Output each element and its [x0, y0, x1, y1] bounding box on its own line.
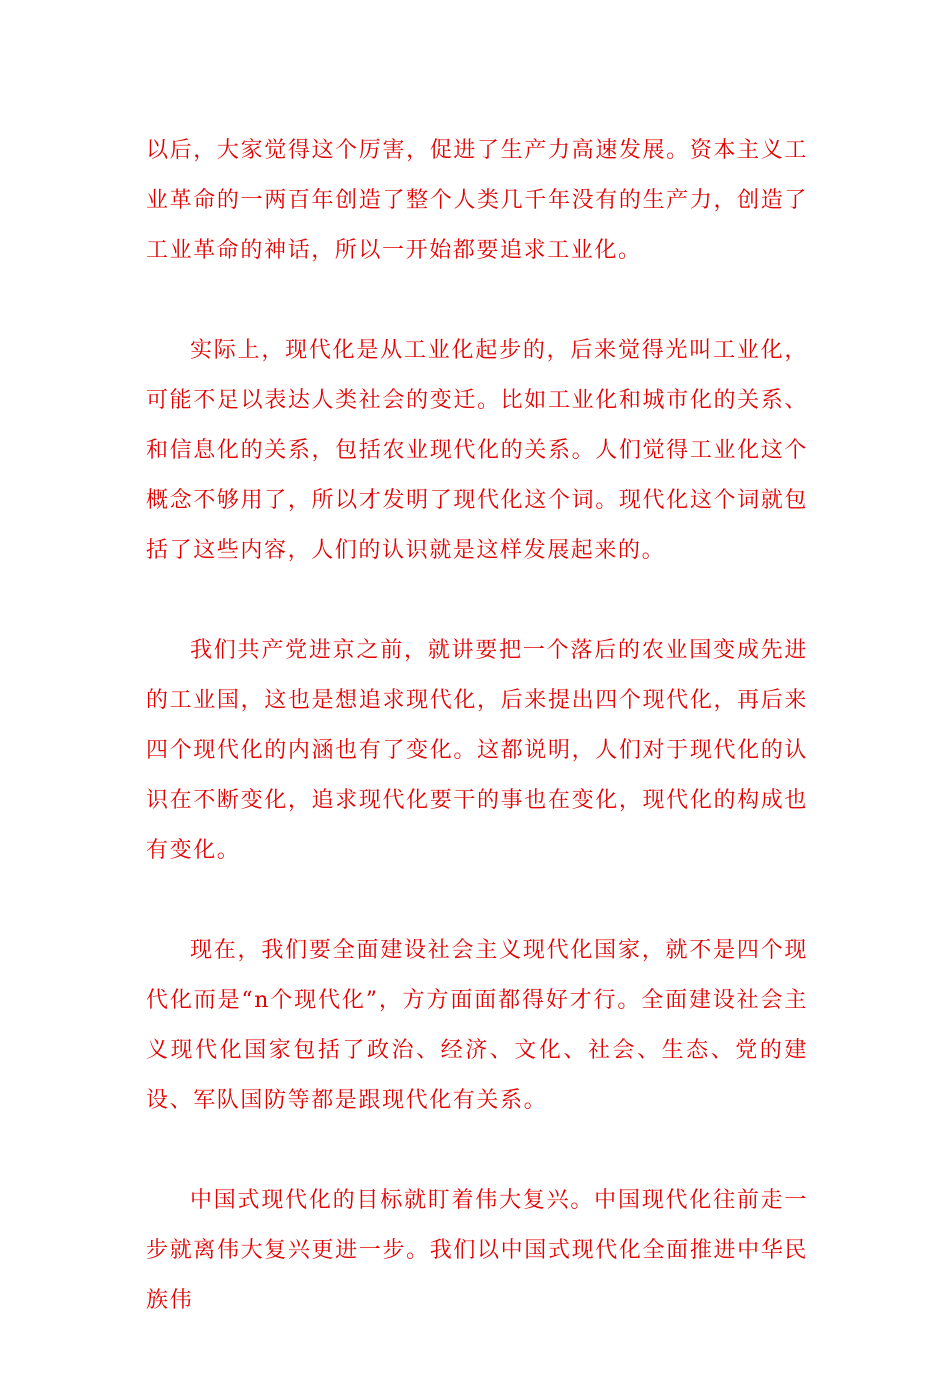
paragraph-3: 我们共产党进京之前，就讲要把一个落后的农业国变成先进的工业国，这也是想追求现代化，后来提出四个现代化，再后来四个现代化的内涵也有了变化。这都说明，人们对于现代化的认识在不断变化，追求现代化要干的事也在变化，现代化的构成也有变化。: [146, 638, 808, 863]
paragraph-1: 以后，大家觉得这个厉害，促进了生产力高速发展。资本主义工业革命的一两百年创造了整个人类几千年没有的生产力，创造了工业革命的神话，所以一开始都要追求工业化。: [146, 138, 808, 263]
paragraph-2: 实际上，现代化是从工业化起步的，后来觉得光叫工业化，可能不足以表达人类社会的变迁。比如工业化和城市化的关系、和信息化的关系，包括农业现代化的关系。人们觉得工业化这个概念不够用了，所以才发明了现代化这个词。现代化这个词就包括了这些内容，人们的认识就是这样发展起来的。: [146, 338, 808, 563]
document-body: [146, 126, 808, 1376]
paragraph-4: 现在，我们要全面建设社会主义现代化国家，就不是四个现代化而是“n个现代化”，方方面面都得好才行。全面建设社会主义现代化国家包括了政治、经济、文化、社会、生态、党的建设、军队国防等都是跟现代化有关系。: [146, 938, 808, 1113]
paragraph-5: 中国式现代化的目标就盯着伟大复兴。中国现代化往前走一步就离伟大复兴更进一步。我们以中国式现代化全面推进中华民族伟: [146, 1188, 808, 1313]
